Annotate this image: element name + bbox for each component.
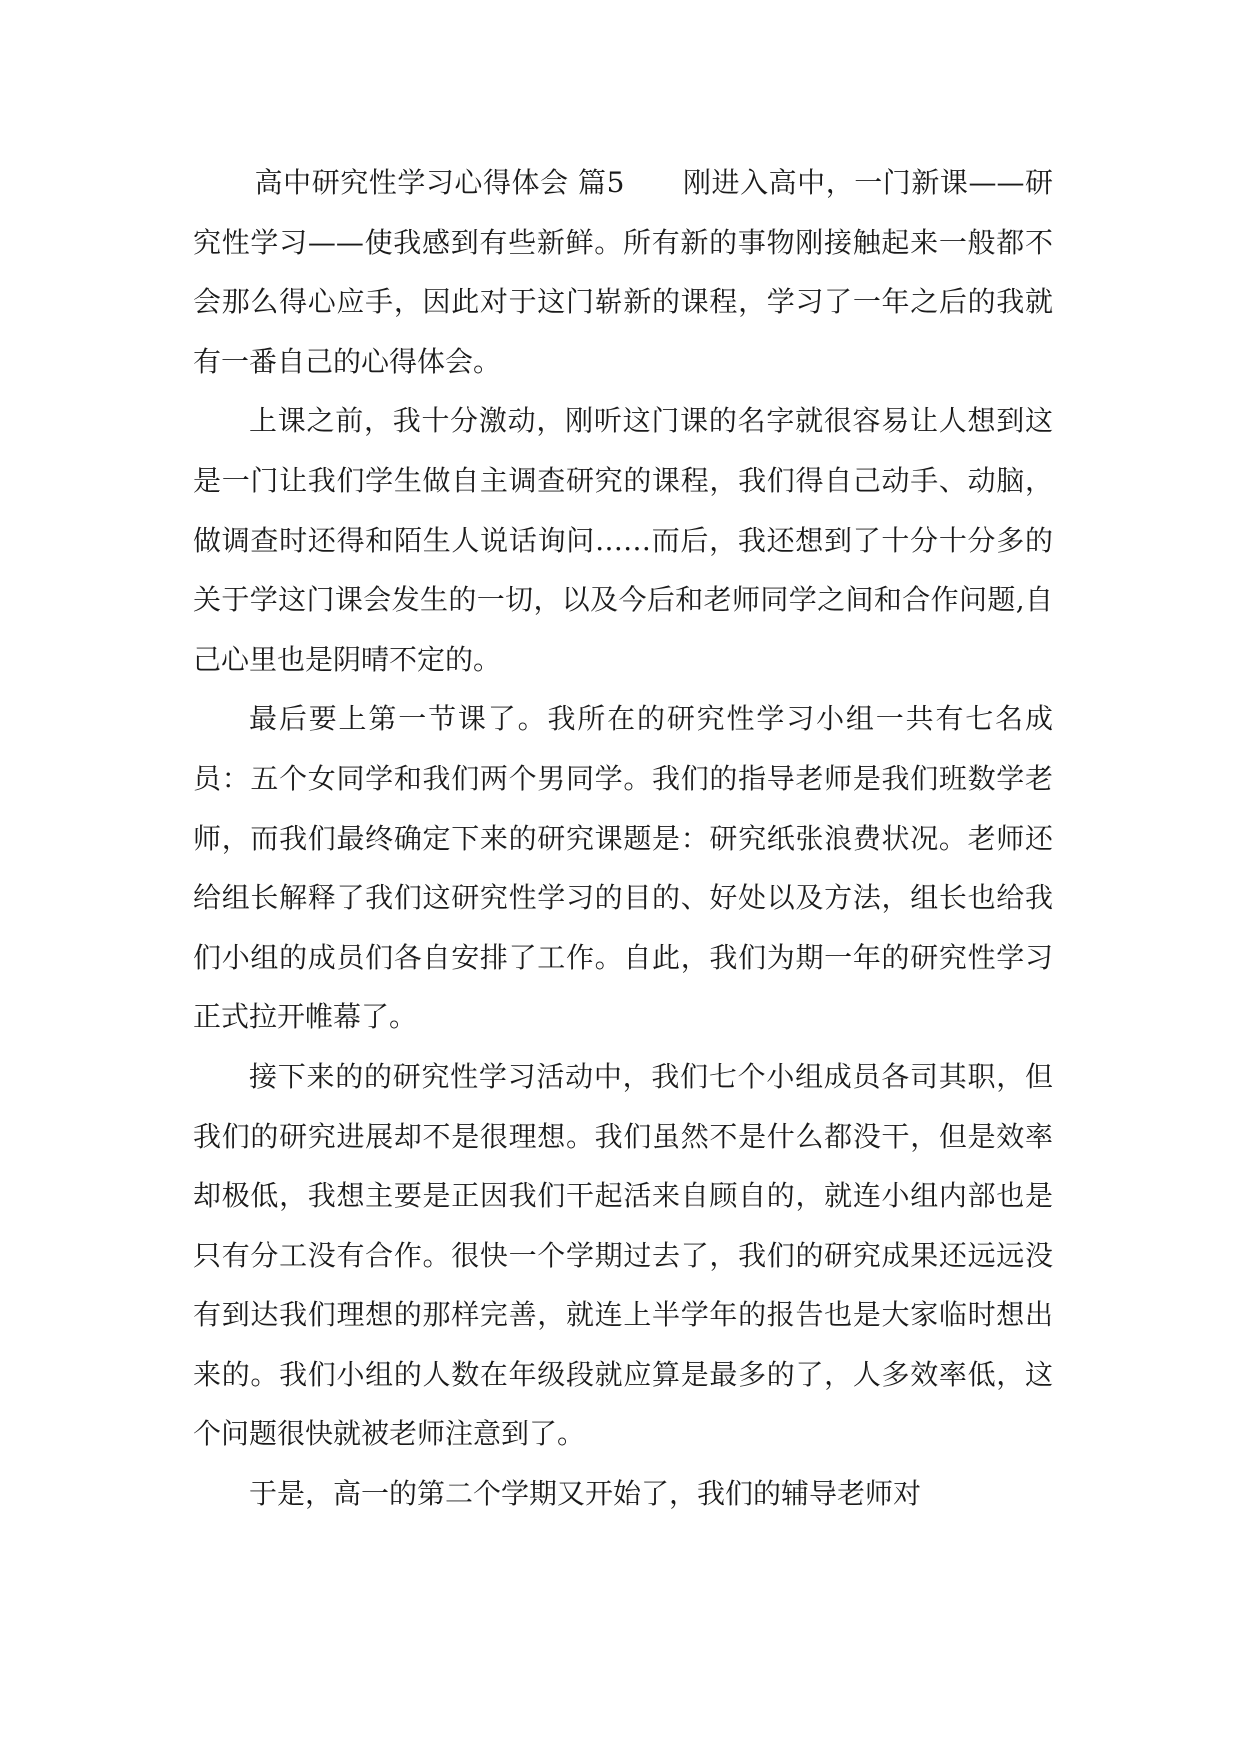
paragraph-1 xyxy=(193,153,1053,391)
paragraph-5: 于是，高一的第二个学期又开始了，我们的辅导老师对 xyxy=(249,1477,922,1511)
document-heading: 高中研究性学习心得体会 篇5 xyxy=(254,166,625,199)
paragraph-2: 上课之前，我十分激动，刚听这门课的名字就很容易让人想到这是一门让我们学生做自主调查研究的课程，我们得自己动手、动脑，做调查时还得和陌生人说话询问……而后，我还想到了十分十分多的关于学这门课会发生的一切，以及今后和老师同学之间和合作问题,自己心里也是阴晴不定的。 xyxy=(193,404,1053,676)
paragraph-1-text: 刚进入高中，一门新课——研究性学习——使我感到有些新鲜。所有新的事物刚接触起来一般都不会那么得心应手，因此对于这门崭新的课程，学习了一年之后的我就有一番自己的心得体会。 xyxy=(193,166,1053,378)
document-body xyxy=(193,153,1053,1524)
paragraph-4: 接下来的的研究性学习活动中，我们七个小组成员各司其职，但我们的研究进展却不是很理想。我们虽然不是什么都没干，但是效率却极低，我想主要是正因我们干起活来自顾自的，就连小组内部也是只有分工没有合作。很快一个学期过去了，我们的研究成果还远远没有到达我们理想的那样完善，就连上半学年的报告也是大家临时想出来的。我们小组的人数在年级段就应算是最多的了，人多效率低，这个问题很快就被老师注意到了。 xyxy=(193,1059,1053,1451)
paragraph-3: 最后要上第一节课了。我所在的研究性学习小组一共有七名成员：五个女同学和我们两个男同学。我们的指导老师是我们班数学老师，而我们最终确定下来的研究课题是：研究纸张浪费状况。老师还给组长解释了我们这研究性学习的目的、好处以及方法，组长也给我们小组的成员们各自安排了工作。自此，我们为期一年的研究性学习正式拉开帷幕了。 xyxy=(193,702,1053,1034)
